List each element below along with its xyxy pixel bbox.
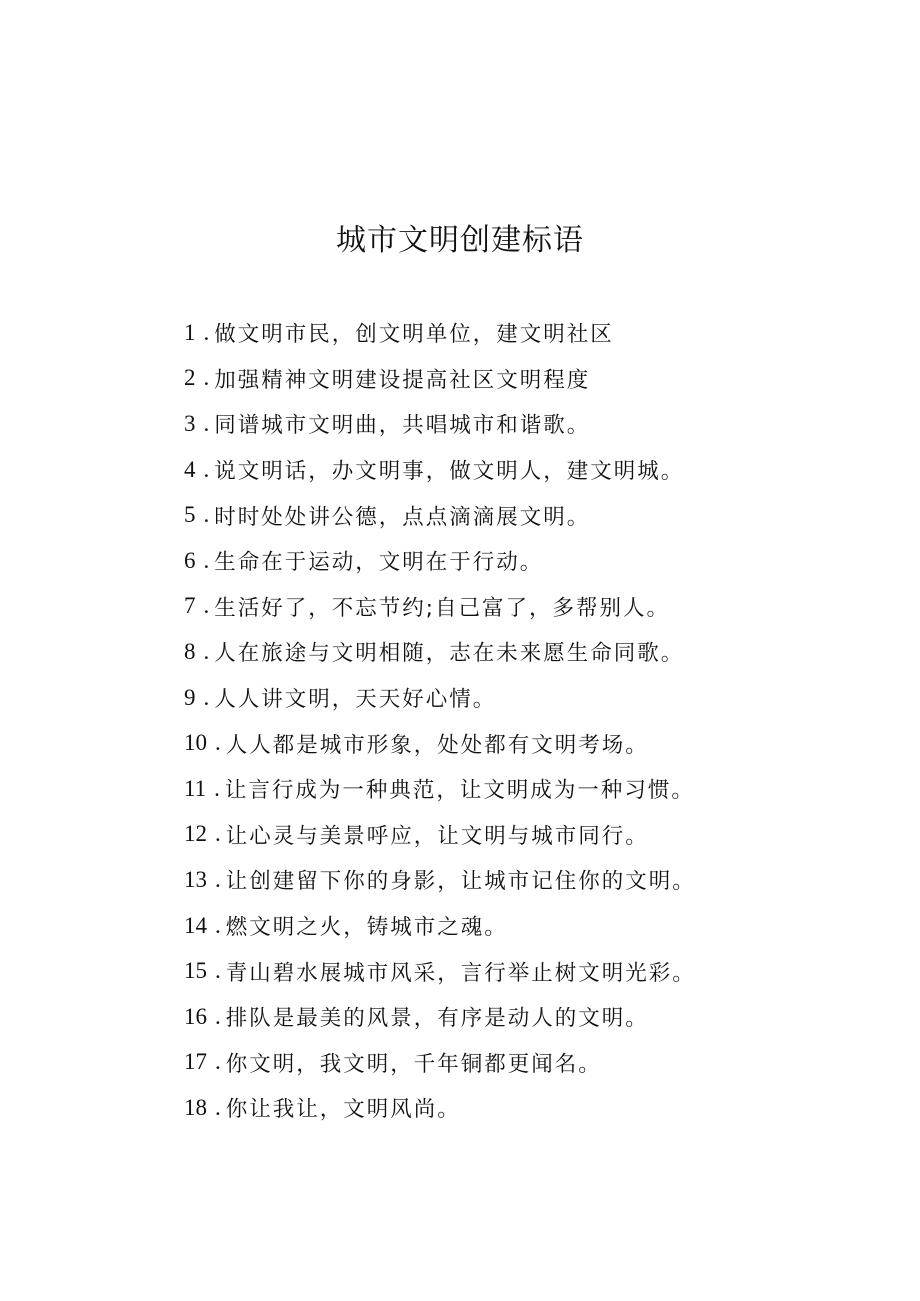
- slogan-text: 让心灵与美景呼应，让文明与城市同行。: [225, 823, 649, 849]
- slogan-text: 加强精神文明建设提高社区文明程度: [214, 367, 591, 393]
- slogan-number: 17: [184, 1049, 207, 1075]
- slogan-text: 人在旅途与文明相随，志在未来愿生命同歌。: [214, 641, 685, 667]
- slogan-separator: .: [203, 456, 210, 482]
- document-title: 城市文明创建标语: [336, 223, 584, 259]
- slogan-text: 排队是最美的风景，有序是动人的文明。: [225, 1006, 649, 1032]
- slogan-separator: .: [215, 912, 221, 938]
- slogan-number: 3: [184, 410, 196, 436]
- slogan-list: [184, 310, 884, 1131]
- slogan-item: [184, 903, 884, 949]
- slogan-number: 12: [184, 821, 207, 847]
- slogan-text: 你文明，我文明，千年铜都更闻名。: [225, 1051, 602, 1077]
- slogan-item: [184, 857, 884, 903]
- slogan-number: 16: [184, 1003, 207, 1029]
- slogan-separator: .: [214, 775, 220, 801]
- slogan-item: [184, 994, 884, 1040]
- slogan-item: [184, 401, 884, 447]
- slogan-item: [184, 766, 884, 812]
- slogan-separator: .: [215, 866, 221, 892]
- slogan-number: 13: [184, 866, 207, 892]
- slogan-separator: .: [203, 365, 210, 391]
- slogan-separator: .: [215, 1049, 221, 1075]
- slogan-item: [184, 356, 884, 402]
- slogan-separator: .: [203, 547, 210, 573]
- slogan-number: 7: [184, 593, 196, 619]
- slogan-item: [184, 492, 884, 538]
- slogan-item: [184, 629, 884, 675]
- slogan-separator: .: [203, 319, 210, 345]
- slogan-number: 18: [184, 1094, 207, 1120]
- slogan-text: 时时处处讲公德，点点滴滴展文明。: [214, 504, 591, 530]
- slogan-text: 生活好了，不忘节约;自己富了，多帮别人。: [214, 595, 670, 621]
- slogan-number: 1: [184, 319, 196, 345]
- slogan-number: 6: [184, 547, 196, 573]
- slogan-item: [184, 1040, 884, 1086]
- slogan-number: 9: [184, 684, 196, 710]
- slogan-item: [184, 720, 884, 766]
- slogan-item: [184, 310, 884, 356]
- slogan-separator: .: [203, 593, 210, 619]
- slogan-text: 生命在于运动，文明在于行动。: [214, 550, 544, 576]
- slogan-text: 做文明市民，创文明单位，建文明社区: [214, 322, 614, 348]
- slogan-text: 说文明话，办文明事，做文明人，建文明城。: [214, 459, 685, 485]
- slogan-separator: .: [215, 958, 221, 984]
- slogan-text: 让言行成为一种典范，让文明成为一种习惯。: [224, 778, 695, 804]
- slogan-item: [184, 1085, 884, 1131]
- slogan-separator: .: [215, 1003, 221, 1029]
- slogan-separator: .: [203, 410, 210, 436]
- slogan-text: 同谱城市文明曲，共唱城市和谐歌。: [214, 413, 591, 439]
- slogan-number: 5: [184, 502, 196, 528]
- slogan-number: 8: [184, 638, 196, 664]
- slogan-item: [184, 812, 884, 858]
- slogan-number: 10: [184, 730, 207, 756]
- slogan-number: 11: [184, 775, 207, 801]
- slogan-item: [184, 584, 884, 630]
- slogan-item: [184, 948, 884, 994]
- slogan-number: 4: [184, 456, 196, 482]
- slogan-number: 14: [184, 912, 207, 938]
- slogan-item: [184, 538, 884, 584]
- slogan-separator: .: [215, 821, 221, 847]
- slogan-text: 人人讲文明，天天好心情。: [214, 687, 497, 713]
- slogan-number: 2: [184, 365, 196, 391]
- slogan-separator: .: [215, 1094, 221, 1120]
- slogan-separator: .: [203, 638, 210, 664]
- slogan-text: 燃文明之火，铸城市之魂。: [225, 915, 508, 941]
- slogan-text: 让创建留下你的身影，让城市记住你的文明。: [225, 869, 696, 895]
- slogan-item: [184, 675, 884, 721]
- slogan-text: 你让我让，文明风尚。: [225, 1097, 461, 1123]
- slogan-item: [184, 447, 884, 493]
- slogan-text: 青山碧水展城市风采，言行举止树文明光彩。: [225, 960, 696, 986]
- slogan-separator: .: [215, 730, 221, 756]
- slogan-separator: .: [203, 502, 210, 528]
- slogan-text: 人人都是城市形象，处处都有文明考场。: [225, 732, 649, 758]
- slogan-separator: .: [203, 684, 210, 710]
- slogan-number: 15: [184, 958, 207, 984]
